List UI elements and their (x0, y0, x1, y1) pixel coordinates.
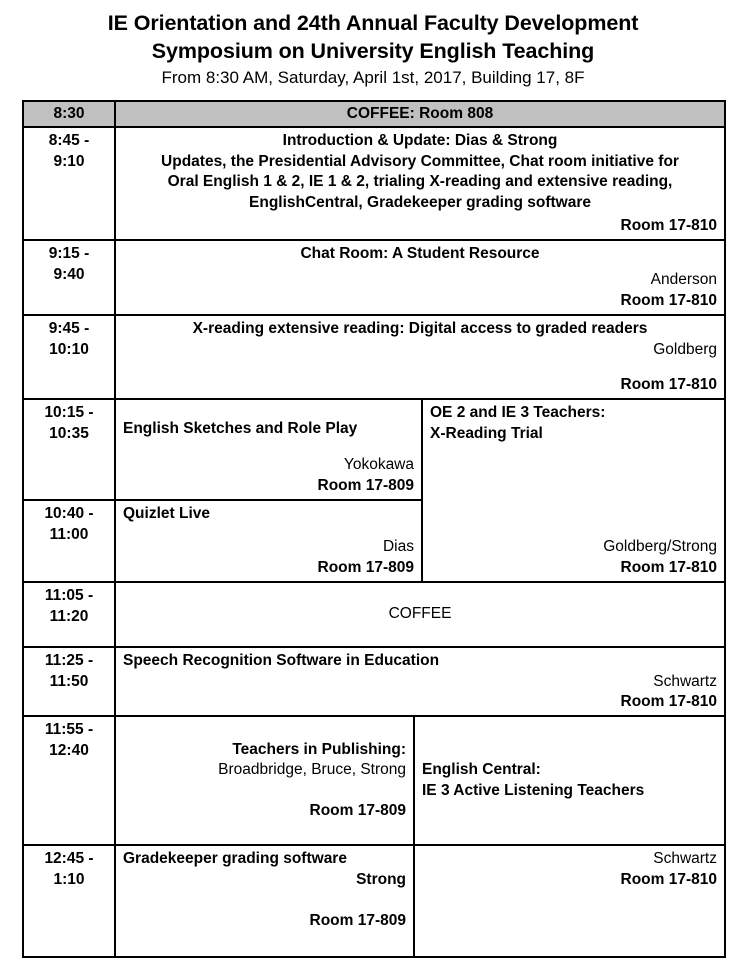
session-room: Room 17-809 (309, 801, 406, 819)
table-row-coffee-830 (24, 102, 724, 126)
time-cell (24, 128, 116, 239)
session-room: Room 17-810 (620, 558, 717, 576)
session-title: OE 2 and IE 3 Teachers: (430, 404, 606, 422)
session-detail-line: Oral English 1 & 2, IE 1 & 2, trialing X-reading and extensive reading, (167, 173, 673, 191)
time-line-start: 9:15 - (48, 245, 90, 263)
split-session-cells (116, 846, 724, 956)
page-title-line-2: Symposium on University English Teaching (151, 38, 595, 63)
session-cell (116, 241, 724, 314)
session-cell (116, 102, 724, 126)
spacer (422, 720, 717, 760)
page-subtitle: From 8:30 AM, Saturday, April 1st, 2017, Building 17, 8F (161, 68, 585, 88)
time-line-end: 12:40 (49, 741, 89, 759)
spacer (430, 444, 717, 537)
spacer (123, 821, 406, 841)
time-cell (24, 583, 116, 646)
session-cell-right (415, 717, 724, 844)
spacer (123, 403, 414, 419)
session-cell (116, 400, 421, 499)
session-cell-oe2-ie3 (423, 400, 724, 581)
session-presenter: Anderson (650, 270, 717, 288)
table-row-coffee-1105 (24, 581, 724, 646)
session-title: English Central: (422, 761, 541, 779)
session-subtitle: X-Reading Trial (430, 424, 543, 442)
session-presenter: Dias (382, 537, 414, 555)
session-room: Room 17-809 (309, 912, 406, 930)
session-detail-line: EnglishCentral, Gradekeeper grading software (249, 193, 591, 211)
table-row-teachers-publishing (24, 715, 724, 844)
time-cell (24, 501, 116, 581)
session-presenter: Broadbridge, Bruce, Strong (218, 761, 406, 779)
time-line-end: 1:10 (53, 870, 85, 888)
session-title: Gradekeeper grading software (123, 850, 347, 868)
time-line-start: 8:45 - (48, 132, 90, 150)
session-title: COFFEE: Room 808 (346, 105, 494, 123)
time-cell (24, 102, 116, 126)
spacer (123, 586, 717, 604)
session-room: Room 17-810 (620, 693, 717, 711)
session-room: Room 17-809 (317, 558, 414, 576)
session-title: Chat Room: A Student Resource (300, 245, 540, 263)
session-title: English Sketches and Role Play (123, 419, 358, 437)
schedule-table (22, 100, 726, 958)
session-presenter: Strong (356, 870, 406, 888)
session-title: Quizlet Live (123, 505, 210, 523)
time-cell (24, 316, 116, 398)
table-row-quizlet-live (24, 499, 421, 581)
spacer (422, 801, 717, 841)
time-line-end: 10:35 (49, 424, 89, 442)
session-cell (116, 316, 724, 398)
time-line-start: 12:45 - (44, 850, 94, 868)
time-line-start: 9:45 - (48, 320, 90, 338)
session-cell-left (116, 846, 415, 956)
session-room: Room 17-810 (620, 216, 717, 234)
time-cell (24, 400, 116, 499)
split-session-cells (116, 717, 724, 844)
spacer (123, 360, 717, 374)
time-cell (24, 717, 116, 844)
session-title: X-reading extensive reading: Digital access to graded readers (192, 320, 648, 338)
time-line-start: 11:55 - (44, 721, 94, 739)
spacer (123, 439, 414, 455)
time-line-end: 10:10 (49, 340, 89, 358)
table-row-chat-room (24, 239, 724, 314)
time-line-start: 11:05 - (44, 587, 94, 605)
time-line-end: 11:50 (49, 672, 89, 690)
spacer (123, 890, 406, 911)
time-line-start: 11:25 - (44, 652, 94, 670)
session-room: Room 17-810 (620, 870, 717, 888)
time-cell (24, 648, 116, 715)
time-line-end: 11:20 (49, 607, 89, 625)
spacer (123, 625, 717, 643)
session-presenter: Yokokawa (343, 455, 414, 473)
page-title-line-1: IE Orientation and 24th Annual Faculty Development (107, 11, 639, 35)
session-title: COFFEE (388, 605, 452, 623)
table-row-introduction-update (24, 126, 724, 239)
spacer (123, 525, 414, 537)
session-presenter: Schwartz (653, 850, 717, 868)
session-cell-left (116, 717, 415, 844)
spacer (123, 781, 406, 801)
session-title: Introduction & Update: Dias & Strong (282, 132, 558, 150)
session-presenter: Schwartz (653, 672, 717, 690)
time-cell (24, 241, 116, 314)
time-line-start: 10:40 - (44, 505, 94, 523)
session-room: Room 17-810 (620, 291, 717, 309)
session-cell (116, 583, 724, 646)
table-row-speech-recognition (24, 646, 724, 715)
session-subtitle: IE 3 Active Listening Teachers (422, 781, 645, 799)
time-line-end: 9:40 (53, 265, 85, 283)
session-room: Room 17-810 (620, 375, 717, 393)
spacer (123, 720, 406, 740)
session-cell-right (415, 846, 724, 956)
session-title: Speech Recognition Software in Education (123, 652, 440, 670)
session-detail-line: Updates, the Presidential Advisory Committee, Chat room initiative for (161, 152, 679, 170)
document-header (0, 0, 746, 89)
table-row-gradekeeper (24, 844, 724, 956)
time-line-end: 9:10 (53, 152, 85, 170)
session-room: Room 17-809 (317, 476, 414, 494)
spacer (422, 890, 717, 953)
time-line-start: 10:15 - (44, 404, 94, 422)
spacer (123, 932, 406, 953)
table-row-x-reading (24, 314, 724, 398)
session-cell (116, 501, 421, 581)
left-sessions-stack (24, 400, 423, 581)
session-title: Teachers in Publishing: (232, 740, 406, 758)
session-presenter: Goldberg/Strong (603, 537, 717, 555)
time-line-end: 11:00 (49, 525, 89, 543)
table-row-english-sketches (24, 400, 421, 499)
time-cell (24, 846, 116, 956)
session-cell (116, 128, 724, 239)
session-cell (116, 648, 724, 715)
session-presenter: Goldberg (653, 340, 717, 358)
time-line: 8:30 (53, 105, 85, 123)
table-row-group-sketches-quizlet (24, 398, 724, 581)
